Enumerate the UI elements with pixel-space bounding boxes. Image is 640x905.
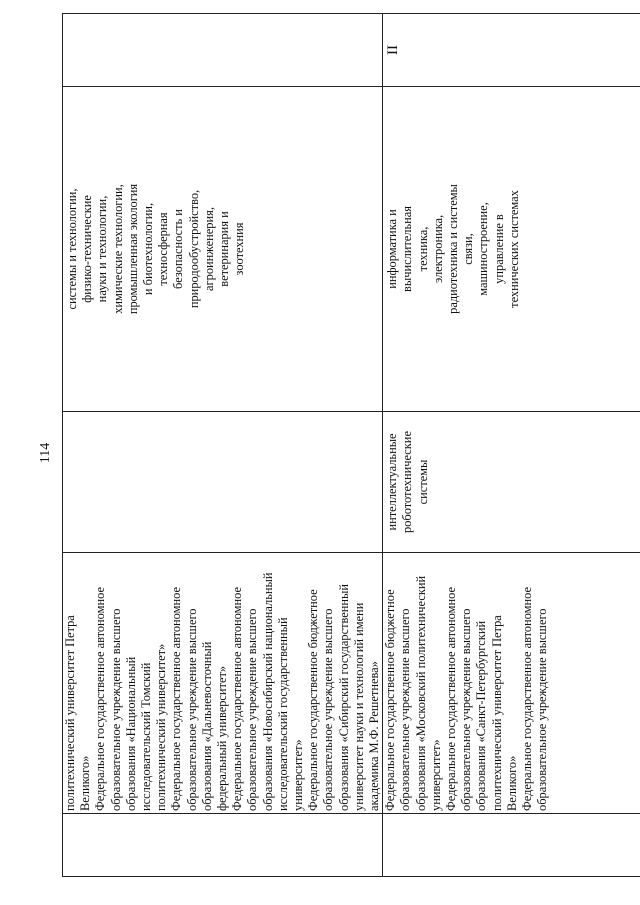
text-line: промышленная экология [125,183,140,315]
universities-cell [63,553,383,814]
text-line: политехнический университет Петра [489,615,504,811]
text-line: Федеральное государственное автономное [444,587,459,811]
text-line: Федеральное государственное бюджетное [383,589,398,811]
text-line: системы [415,459,430,505]
text-line: образовательное учреждение высшего [398,608,413,811]
text-line: машиностроение, [476,202,491,296]
empty-number-cell [63,14,383,87]
text-line: радиотехника и системы [446,184,461,314]
text-line: федеральный университет» [215,665,230,811]
areas-cell [383,87,640,412]
text-line: Федеральное государственное автономное [169,587,184,811]
universities-list [63,553,382,813]
text-line: природообустройство, [186,189,201,309]
text-line: Федеральное государственное автономное [230,587,245,811]
text-line: образовательное учреждение высшего [321,608,336,811]
system-name [383,412,433,552]
text-line: Великого» [78,755,93,811]
text-line: университет науки и технологий имени [351,602,366,811]
text-line: образовательное учреждение высшего [535,608,550,811]
rotated-table-container [62,0,640,905]
areas-cell [63,87,383,412]
text-line: Федеральное государственное бюджетное [306,589,321,811]
table-row [63,14,383,877]
text-line: электроника, [430,214,445,284]
text-line: зоотехния [232,222,247,276]
text-line: Федеральное государственное автономное [93,587,108,811]
text-line: управление в [491,214,506,284]
system-cell [383,412,640,553]
text-line: образовательное учреждение высшего [245,608,260,811]
text-line: образования «Московский политехнический [413,575,428,811]
text-line: Федеральное государственное автономное [520,587,535,811]
text-line: интеллектуальные [385,433,400,531]
text-line: технических системах [506,190,521,308]
text-line: химические технологии, [110,184,125,314]
text-line: политехнический университет» [154,643,169,811]
text-line: системы и технологии, [65,188,79,310]
text-line: университет» [291,739,306,811]
text-line: агроинженерия, [201,207,216,291]
areas-list [63,87,249,411]
directions-table [62,13,640,877]
empty-cell [383,814,640,877]
text-line: образования «Новосибирский национальный [260,572,275,811]
empty-system-cell [63,412,383,553]
text-line: и биотехнологии, [141,202,156,296]
empty-cell [63,814,383,877]
text-line: образования «Санкт-Петербургский [474,620,489,811]
text-line: академика М.Ф. Решетнева» [367,661,382,811]
text-line: политехнический университет Петра [63,615,77,811]
text-line: науки и технологии, [95,195,110,303]
text-line: робототехнические [400,431,415,533]
number-cell [383,14,640,87]
text-line: образовательное учреждение высшего [108,608,123,811]
text-line: вычислительная [400,206,415,292]
text-line: физико-технические [80,195,95,303]
page-number: 114 [38,442,53,464]
areas-list [383,87,524,411]
table-row [383,14,640,877]
text-line: образовательное учреждение высшего [459,608,474,811]
text-line: техносферная [156,212,171,286]
text-line: информатика и [385,209,400,289]
text-line: образовательное учреждение высшего [184,608,199,811]
universities-cell [383,553,640,814]
text-line: образования «Дальневосточный [199,641,214,811]
universities-list [383,553,550,813]
text-line: исследовательский Томский [139,662,154,811]
text-line: образования «Национальный [123,656,138,811]
roman-number: II [385,45,402,55]
text-line: образования «Сибирский государственный [336,584,351,811]
text-line: исследовательский государственный [275,617,290,811]
text-line: ветеринария и [217,211,232,287]
text-line: университет» [428,739,443,811]
text-line: связи, [461,233,476,265]
text-line: Великого» [504,755,519,811]
text-line: безопасность и [171,209,186,289]
text-line: техника, [415,226,430,272]
